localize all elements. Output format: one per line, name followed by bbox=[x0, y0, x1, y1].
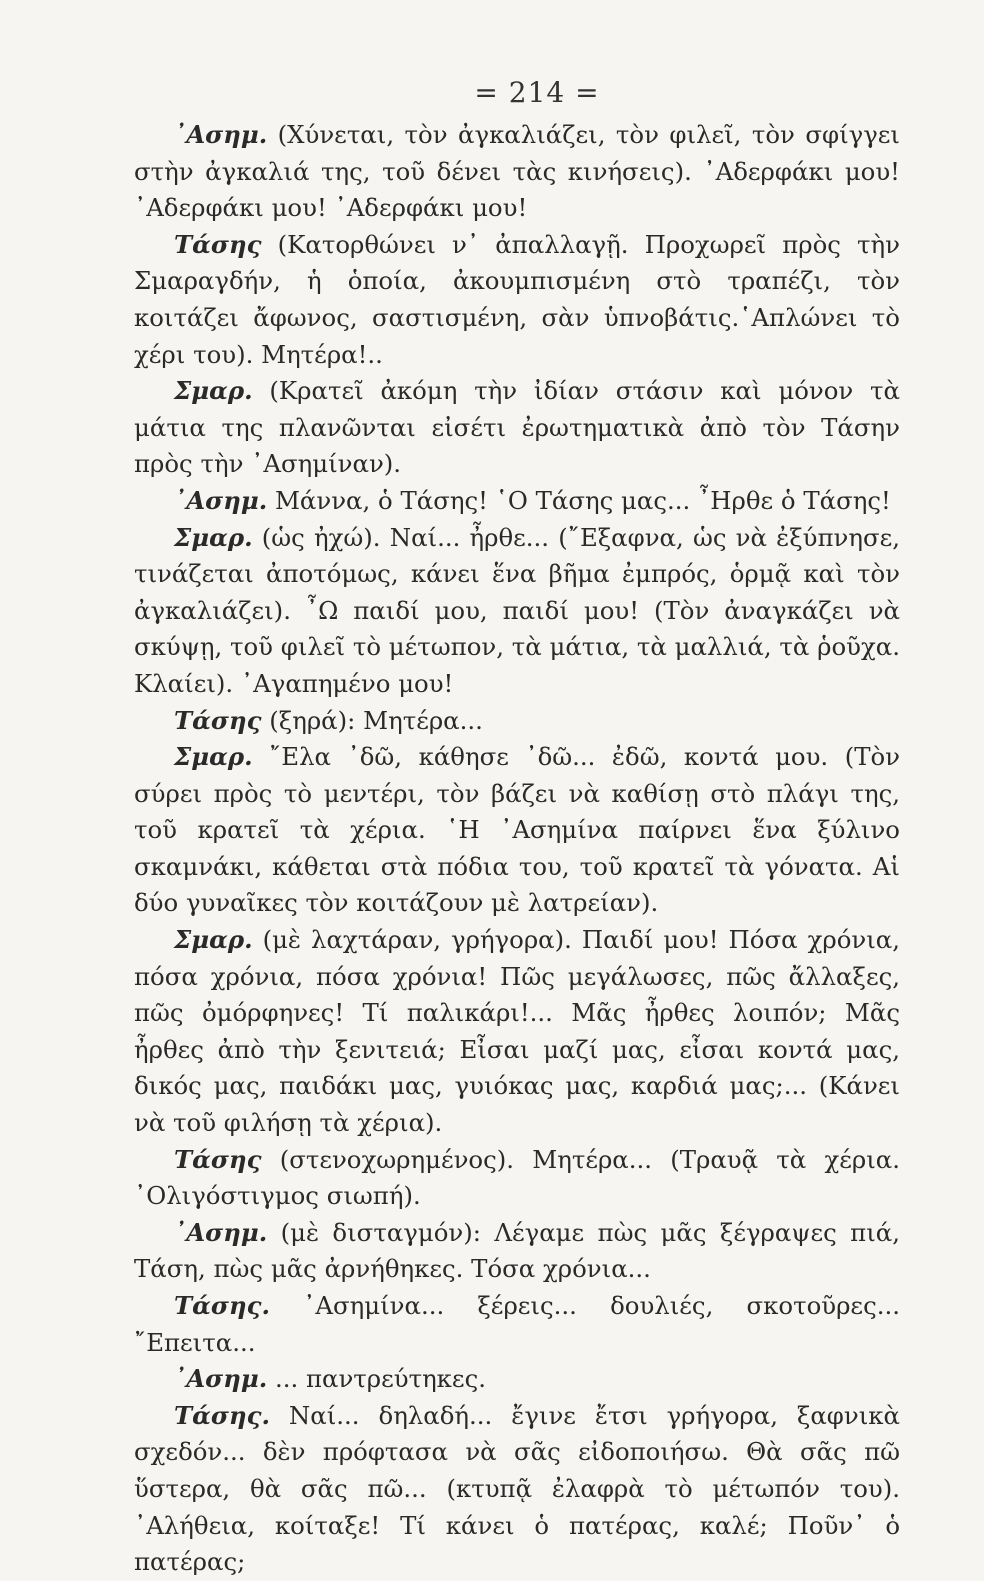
speaker-name: Τάσης. bbox=[174, 1291, 270, 1320]
speaker-name: Τάσης bbox=[174, 705, 262, 735]
speech-text: ᾿Ασημίνα... ξέρεις... δουλιές, σκοτοῦρες... ῎Επειτα... bbox=[134, 1291, 900, 1357]
dialogue-paragraph bbox=[134, 227, 900, 373]
dialogue-paragraph bbox=[134, 520, 900, 703]
speaker-name: Σμαρ. bbox=[174, 376, 253, 406]
dialogue-paragraph bbox=[134, 1288, 900, 1361]
speech-text: (στενοχωρημένος). Μητέρα... (Τραυᾷ τὰ χέρια. ᾿Ολιγόστιγμος σιωπή). bbox=[134, 1144, 900, 1211]
speaker-name: ᾿Ασημ. bbox=[174, 1364, 268, 1394]
dialogue-paragraph bbox=[134, 1398, 900, 1581]
dialogue-paragraph bbox=[134, 483, 900, 520]
dialogue-paragraph bbox=[134, 703, 900, 740]
dialogue-paragraph bbox=[134, 1361, 900, 1398]
speaker-name: Τάσης. bbox=[174, 1400, 270, 1430]
speech-text: (μὲ λαχτάραν, γρήγορα). Παιδί μου! Πόσα χρόνια, πόσα χρόνια, πόσα χρόνια! Πῶς μεγάλωσες, πῶς ἄλλαξες, πῶς ὀμόρφηνες! Τί παλικάρι!... Μᾶς ἦρθες λοιπόν; Μᾶς ἦρθες ἀπὸ τὴν ξενιτειά; Εἶσαι μαζί μας, εἶσαι κοντά μας, δικός μας, παιδάκι μας, γυιόκας μας, καρδιά μας;... (Κάνει νὰ τοῦ φιλήσῃ τὰ χέρια). bbox=[134, 925, 900, 1138]
dialogue-paragraph bbox=[134, 373, 900, 483]
speaker-name: ᾿Ασημ. bbox=[174, 120, 268, 149]
speech-text: ... παντρεύτηκες. bbox=[267, 1364, 486, 1394]
speech-text: (Χύνεται, τὸν ἀγκαλιάζει, τὸν φιλεῖ, τὸν σφίγγει στὴν ἀγκαλιά της, τοῦ δένει τὰς κινήσεις). ᾿Αδερφάκι μου! ᾿Αδερφάκι μου! ᾿Αδερφάκι μου! bbox=[134, 120, 900, 223]
dialogue-paragraph bbox=[134, 1215, 900, 1288]
page-number: = 214 = bbox=[474, 76, 600, 109]
dialogue-paragraph bbox=[134, 117, 900, 227]
speaker-name: Τάσης bbox=[174, 229, 262, 259]
speaker-name: Σμαρ. bbox=[174, 522, 253, 552]
dialogue-paragraph bbox=[134, 739, 900, 922]
speech-text: (ξηρά): Μητέρα... bbox=[261, 705, 483, 735]
speaker-name: Τάσης bbox=[174, 1144, 262, 1174]
dialogue-text bbox=[134, 117, 900, 1581]
speaker-name: Σμαρ. bbox=[174, 925, 253, 955]
speech-text: (ὡς ἠχώ). Ναί... ἦρθε... (῎Εξαφνα, ὡς νὰ ἐξύπνησε, τινάζεται ἀποτόμως, κάνει ἕνα βῆμα ἐμπρός, ὁρμᾷ καὶ τὸν ἀγκαλιάζει). ῏Ω παιδί μου, παιδί μου! (Τὸν ἀναγκάζει νὰ σκύψῃ, τοῦ φιλεῖ τὸ μέτωπον, τὰ μάτια, τὰ μαλλιά, τὰ ῥοῦχα. Κλαίει). ᾿Αγαπημένο μου! bbox=[134, 522, 900, 698]
speaker-name: Σμαρ. bbox=[174, 742, 253, 772]
speech-text: (Κατορθώνει ν᾿ ἀπαλλαγῇ. Προχωρεῖ πρὸς τὴν Σμαραγδήν, ἡ ὁποία, ἀκουμπισμένη στὸ τραπέζι, τὸν κοιτάζει ἄφωνος, σαστισμένη, σὰν ὑπνοβάτις.῾Απλώνει τὸ χέρι του). Μητέρα!.. bbox=[134, 229, 900, 369]
speaker-name: ᾿Ασημ. bbox=[174, 1217, 268, 1247]
speech-text: (Κρατεῖ ἀκόμη τὴν ἰδίαν στάσιν καὶ μόνον τὰ μάτια της πλανῶνται εἰσέτι ἐρωτηματικὰ ἀπὸ τὸν Τάσην πρὸς τὴν ᾿Ασημίναν). bbox=[134, 376, 900, 479]
speech-text: (μὲ δισταγμόν): Λέγαμε πὼς μᾶς ξέγραψες πιά, Τάση, πὼς μᾶς ἀρνήθηκες. Τόσα χρόνια... bbox=[134, 1217, 900, 1284]
speech-text: Ναί... δηλαδή... ἔγινε ἔτσι γρήγορα, ξαφνικὰ σχεδόν... δὲν πρόφτασα νὰ σᾶς εἰδοποιήσω. Θὰ σᾶς πῶ ὕστερα, θὰ σᾶς πῶ... (κτυπᾷ ἐλαφρὰ τὸ μέτωπόν του). ᾿Αλήθεια, κοίταξε! Τί κάνει ὁ πατέρας, καλέ; Ποῦν᾿ ὁ πατέρας; bbox=[134, 1400, 900, 1577]
speech-text: Μάννα, ὁ Τάσης! ῾Ο Τάσης μας... ῏Ηρθε ὁ Τάσης! bbox=[267, 485, 891, 515]
dialogue-paragraph bbox=[134, 1142, 900, 1215]
speaker-name: ᾿Ασημ. bbox=[174, 485, 268, 515]
dialogue-paragraph bbox=[134, 922, 900, 1142]
speech-text: ῎Ελα ᾿δῶ, κάθησε ᾿δῶ... ἐδῶ, κοντά μου. (Τὸν σύρει πρὸς τὸ μεντέρι, τὸν βάζει νὰ καθίσῃ στὸ πλάγι της, τοῦ κρατεῖ τὰ χέρια. ῾Η ᾿Ασημίνα παίρνει ἕνα ξύλινο σκαμνάκι, κάθεται στὰ πόδια του, τοῦ κρατεῖ τὰ γόνατα. Αἱ δύο γυναῖκες τὸν κοιτάζουν μὲ λατρείαν). bbox=[134, 742, 900, 918]
